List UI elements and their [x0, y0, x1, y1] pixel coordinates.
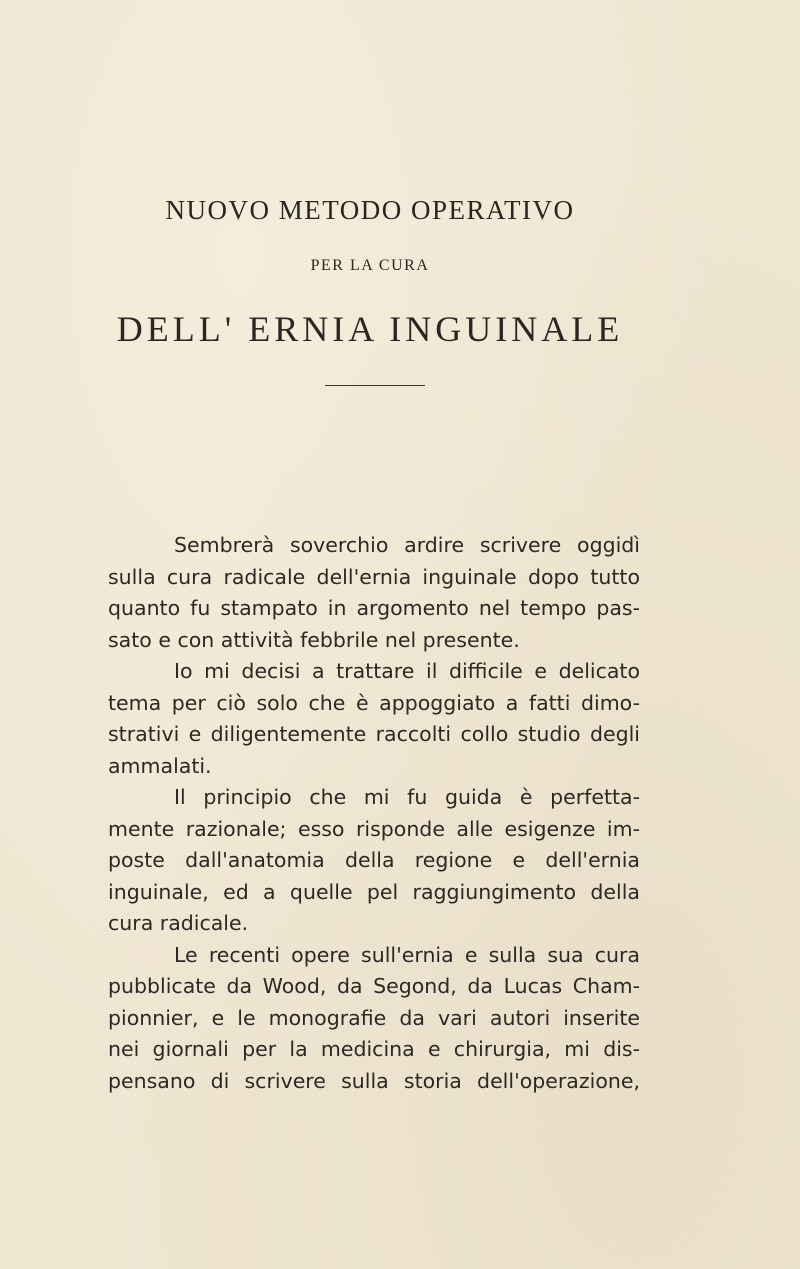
- body-text: [108, 530, 640, 1097]
- text-line: nei giornali per la medicina e chirurgia, mi dis-: [108, 1037, 640, 1061]
- text-line: ammalati.: [108, 753, 212, 778]
- text-line: sulla cura radicale dell'ernia inguinale dopo tutto: [108, 564, 640, 589]
- text-line: inguinale, ed a quelle pel raggiungimento della: [108, 879, 640, 904]
- section-divider: [325, 385, 425, 386]
- chapter-title: NUOVO METODO OPERATIVO: [165, 195, 575, 225]
- text-line: pubblicate da Wood, da Segond, da Lucas Cham-: [108, 974, 640, 998]
- text-line: quanto fu stampato in argomento nel tempo pas-: [108, 596, 640, 620]
- text-line: pensano di scrivere sulla storia dell'operazione,: [108, 1068, 640, 1093]
- text-line: poste dall'anatomia della regione e dell'ernia: [108, 848, 640, 872]
- text-line: mente razionale; esso risponde alle esigenze im-: [108, 816, 640, 841]
- text-line: sato e con attività febbrile nel presente.: [108, 627, 520, 652]
- text-line: Io mi decisi a trattare il difficile e delicato: [174, 659, 640, 683]
- text-line: strativi e diligentemente raccolti collo studio degli: [108, 722, 640, 746]
- text-line: cura radicale.: [108, 911, 249, 935]
- chapter-heading: DELL' ERNIA INGUINALE: [116, 309, 624, 349]
- text-line: Il principio che mi fu guida è perfetta-: [174, 785, 640, 809]
- text-line: pionnier, e le monografie da vari autori inserite: [108, 1005, 640, 1030]
- text-line: Le recenti opere sull'ernia e sulla sua cura: [174, 942, 640, 967]
- text-line: tema per ciò solo che è appoggiato a fatti dimo-: [108, 690, 640, 715]
- text-line: Sembrerà soverchio ardire scrivere oggidì: [174, 533, 640, 557]
- chapter-subtitle: PER LA CURA: [310, 257, 430, 274]
